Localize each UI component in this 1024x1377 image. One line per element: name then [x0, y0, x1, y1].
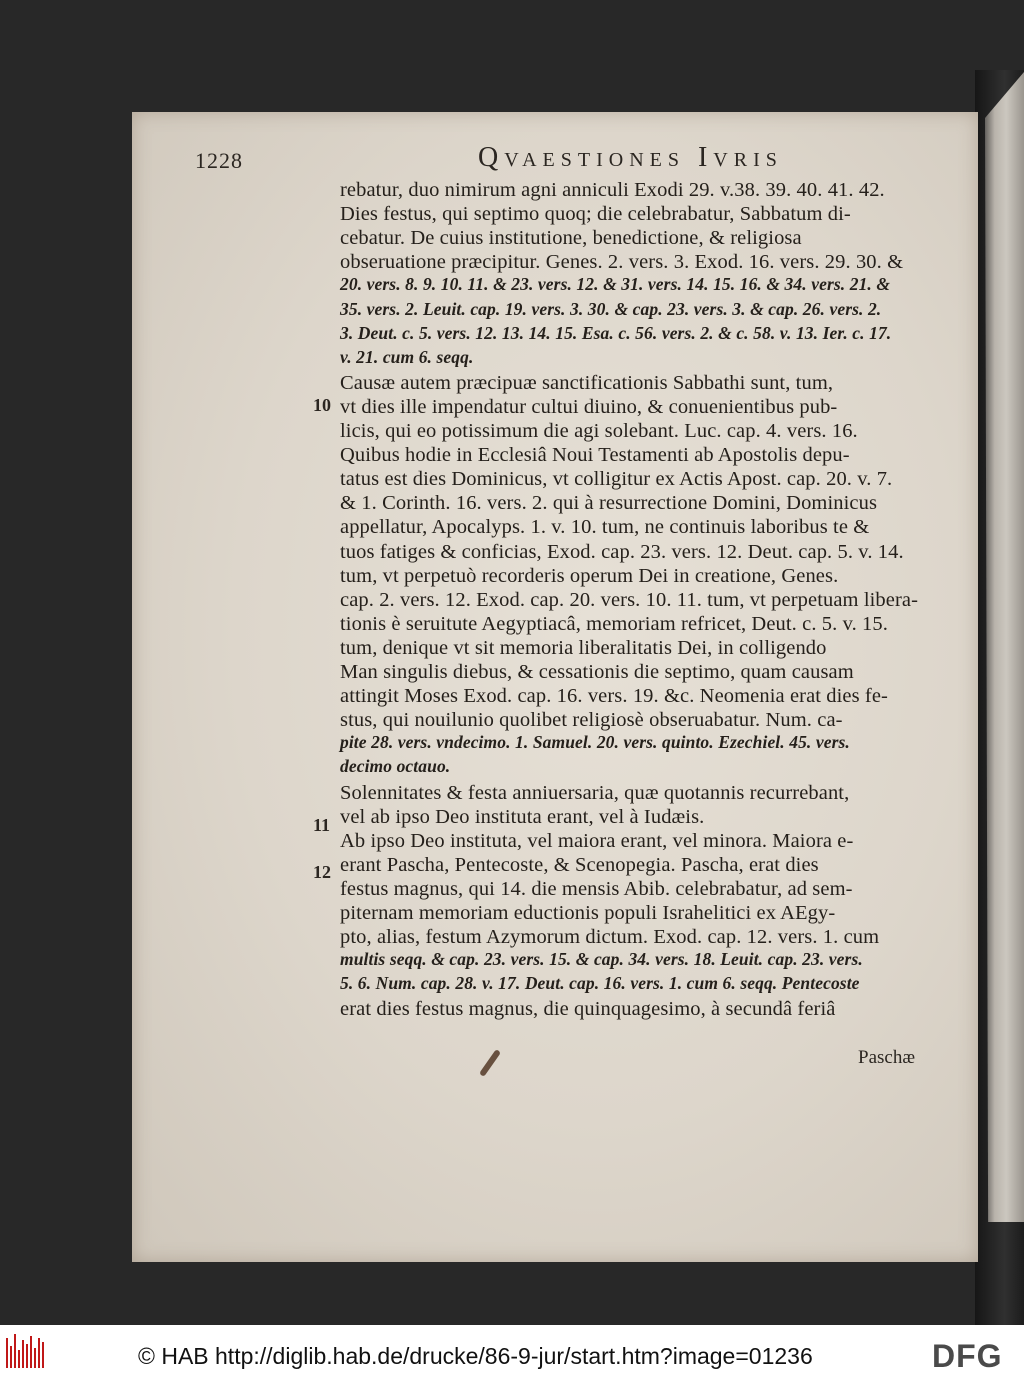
- margin-number-12: 12: [313, 862, 331, 882]
- text-line: obseruatione præcipitur. Genes. 2. vers. 3. Exod. 16. vers. 29. 30. &: [340, 251, 904, 274]
- text-line: 3. Deut. c. 5. vers. 12. 13. 14. 15. Esa. c. 56. vers. 2. & c. 58. v. 13. Ier. c. 17.: [340, 322, 892, 343]
- catchword: Paschæ: [858, 1047, 915, 1068]
- text-line: pite 28. vers. vndecimo. 1. Samuel. 20. vers. quinto. Ezechiel. 45. vers.: [340, 732, 850, 753]
- text-line: appellatur, Apocalyps. 1. v. 10. tum, ne continuis laboribus te &: [340, 516, 870, 539]
- text-line: stus, qui nouilunio quolibet religiosè obseruabatur. Num. ca-: [340, 709, 843, 732]
- text-line: erant Pascha, Pentecoste, & Scenopegia. Pascha, erat dies: [340, 853, 819, 876]
- hab-logo-icon: [6, 1334, 46, 1368]
- text-line: Solennitates & festa anniuersaria, quæ quotannis recurrebant,: [340, 781, 850, 804]
- text-line: Ab ipso Deo instituta, vel maiora erant, vel minora. Maiora e-: [340, 829, 854, 852]
- text-line: multis seqq. & cap. 23. vers. 15. & cap. 34. vers. 18. Leuit. cap. 23. vers.: [340, 949, 863, 970]
- footer-copyright-link[interactable]: © HAB http://diglib.hab.de/drucke/86-9-jur/start.htm?image=01236: [138, 1343, 813, 1369]
- text-line: piternam memoriam eductionis populi Israhelitici ex AEgy-: [340, 902, 836, 924]
- text-line: & 1. Corinth. 16. vers. 2. qui à resurrectione Domini, Dominicus: [340, 492, 878, 515]
- text-line: tum, denique vt sit memoria liberalitatis Dei, in colligendo: [340, 636, 827, 659]
- text-line: vt dies ille impendatur cultui diuino, & conuenientibus pub-: [340, 395, 838, 418]
- text-line: festus magnus, qui 14. die mensis Abib. celebrabatur, ad sem-: [340, 877, 853, 900]
- text-line: tatus est dies Dominicus, vt colligitur ex Actis Apost. cap. 20. v. 7.: [340, 468, 893, 491]
- text-line: cebatur. De cuius institutione, benedictione, & religiosa: [340, 227, 802, 250]
- text-line: tionis è seruitute Aegyptiacâ, memoriam refricet, Deut. c. 5. v. 15.: [340, 612, 888, 635]
- text-line: attingit Moses Exod. cap. 16. vers. 19. &c. Neomenia erat dies fe-: [340, 685, 888, 708]
- dfg-logo: DFG: [932, 1338, 1003, 1374]
- text-line: 20. vers. 8. 9. 10. 11. & 23. vers. 12. & 31. vers. 14. 15. 16. & 34. vers. 21. &: [340, 274, 891, 295]
- text-line: decimo octauo.: [340, 756, 451, 777]
- text-line: 35. vers. 2. Leuit. cap. 19. vers. 3. 30. & cap. 23. vers. 3. & cap. 26. vers. 2.: [340, 298, 882, 319]
- text-line: licis, qui eo potissimum die agi solebant. Luc. cap. 4. vers. 16.: [340, 420, 858, 442]
- text-line: Man singulis diebus, & cessationis die septimo, quam causam: [340, 661, 854, 683]
- text-line: v. 21. cum 6. seqq.: [340, 346, 474, 367]
- text-line: Dies festus, qui septimo quoq; die celebrabatur, Sabbatum di-: [340, 203, 851, 226]
- next-page-edge: [985, 72, 1024, 1222]
- text-line: rebatur, duo nimirum agni anniculi Exodi 29. v.38. 39. 40. 41. 42.: [340, 179, 885, 201]
- text-line: vel ab ipso Deo instituta erant, vel à Iudæis.: [340, 805, 705, 828]
- margin-number-10: 10: [313, 395, 331, 415]
- text-line: erat dies festus magnus, die quinquagesimo, à secundâ feriâ: [340, 998, 836, 1021]
- margin-number-11: 11: [313, 815, 331, 835]
- running-head: Qvaestiones Ivris: [478, 142, 783, 173]
- text-line: tum, vt perpetuò recorderis operum Dei in creatione, Genes.: [340, 564, 839, 587]
- text-line: pto, alias, festum Azymorum dictum. Exod. cap. 12. vers. 1. cum: [340, 926, 880, 949]
- page-number: 1228: [195, 148, 243, 173]
- text-line: Quibus hodie in Ecclesiâ Noui Testamenti ab Apostolis depu-: [340, 444, 850, 467]
- text-line: cap. 2. vers. 12. Exod. cap. 20. vers. 10. 11. tum, vt perpetuam libera-: [340, 588, 919, 611]
- text-line: tuos fatiges & conficias, Exod. cap. 23. vers. 12. Deut. cap. 5. v. 14.: [340, 540, 904, 563]
- text-line: 5. 6. Num. cap. 28. v. 17. Deut. cap. 16. vers. 1. cum 6. seqq. Pentecoste: [340, 973, 860, 994]
- text-line: Causæ autem præcipuæ sanctificationis Sabbathi sunt, tum,: [340, 371, 834, 394]
